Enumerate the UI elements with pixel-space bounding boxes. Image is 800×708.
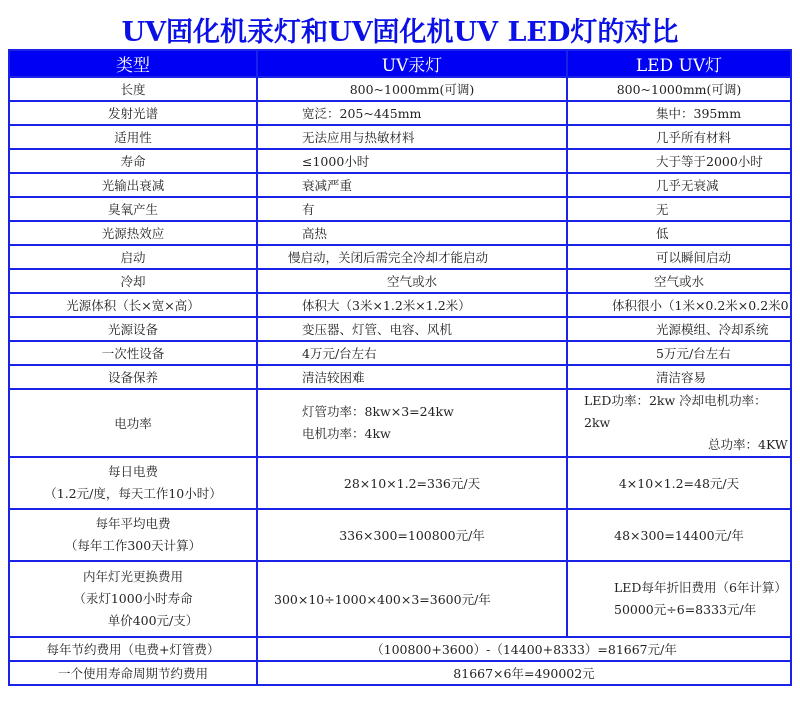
led-cell: 几乎无衰减 xyxy=(567,173,791,197)
table-row-power xyxy=(9,389,791,457)
row-label: 内年灯光更换费用 xyxy=(82,569,183,584)
uv-cell: 4万元/台左右 xyxy=(257,341,567,365)
row-label: 寿命 xyxy=(9,149,257,173)
table-row xyxy=(9,173,791,197)
row-label: 光源体积（长×宽×高） xyxy=(9,293,257,317)
led-cell: 体积很小（1米×0.2米×0.2米0 xyxy=(567,293,791,317)
uv-cell: 300×10÷1000×400×3=3600元/年 xyxy=(257,561,567,637)
saving-value: （100800+3600）-（14400+8333）=81667元/年 xyxy=(257,637,791,661)
uv-cell: 清洁较困难 xyxy=(257,365,567,389)
row-label: 一个使用寿命周期节约费用 xyxy=(9,661,257,685)
uv-cell: 无法应用与热敏材料 xyxy=(257,125,567,149)
row-sublabel: 单价400元/支） xyxy=(107,613,199,628)
led-cell: 低 xyxy=(567,221,791,245)
row-sublabel: （汞灯1000小时寿命 xyxy=(73,591,193,606)
uv-cell: 有 xyxy=(257,197,567,221)
led-cell: 清洁容易 xyxy=(567,365,791,389)
led-line: 总功率：4KW xyxy=(708,437,788,452)
uv-cell: 高热 xyxy=(257,221,567,245)
table-row xyxy=(9,269,791,293)
row-label: 一次性设备 xyxy=(9,341,257,365)
row-label: 光输出衰减 xyxy=(9,173,257,197)
uv-line: 灯管功率：8kw×3=24kw xyxy=(302,404,454,419)
led-cell: 无 xyxy=(567,197,791,221)
led-line: LED每年折旧费用（6年计算） xyxy=(614,580,787,595)
comparison-table xyxy=(8,49,792,686)
table-row xyxy=(9,149,791,173)
row-sublabel: （1.2元/度，每天工作10小时） xyxy=(44,486,222,501)
uv-cell: 宽泛：205~445mm xyxy=(257,101,567,125)
led-cell: 空气或水 xyxy=(567,269,791,293)
table-row xyxy=(9,101,791,125)
led-cell: 可以瞬间启动 xyxy=(567,245,791,269)
led-cell: 48×300=14400元/年 xyxy=(567,509,791,561)
row-label: 发射光谱 xyxy=(9,101,257,125)
uv-cell: 28×10×1.2=336元/天 xyxy=(257,457,567,509)
table-row xyxy=(9,125,791,149)
table-row-daily xyxy=(9,457,791,509)
lifetime-value: 81667×6年=490002元 xyxy=(257,661,791,685)
row-label: 每年节约费用（电费+灯管费） xyxy=(9,637,257,661)
table-row xyxy=(9,341,791,365)
led-line: LED功率：2kw 冷却电机功率：2kw xyxy=(584,393,767,430)
table-row xyxy=(9,245,791,269)
row-label: 光源设备 xyxy=(9,317,257,341)
uv-cell: 衰减严重 xyxy=(257,173,567,197)
page-title: UV固化机汞灯和UV固化机UV LED灯的对比 xyxy=(121,17,679,48)
table-row-yearly xyxy=(9,509,791,561)
row-label: 光源热效应 xyxy=(9,221,257,245)
table-row xyxy=(9,365,791,389)
led-cell: 集中：395mm xyxy=(567,101,791,125)
header-uv: UV汞灯 xyxy=(257,50,567,77)
row-label: 电功率 xyxy=(9,389,257,457)
row-label: 冷却 xyxy=(9,269,257,293)
row-label: 每日电费 xyxy=(107,464,158,479)
table-row xyxy=(9,293,791,317)
header-type: 类型 xyxy=(9,50,257,77)
led-cell: 光源模组、冷却系统 xyxy=(567,317,791,341)
led-cell: 4×10×1.2=48元/天 xyxy=(567,457,791,509)
uv-cell: 800~1000mm(可调) xyxy=(257,77,567,101)
row-label: 每年平均电费 xyxy=(95,516,171,531)
row-label: 设备保养 xyxy=(9,365,257,389)
uv-cell: 慢启动，关闭后需完全冷却才能启动 xyxy=(257,245,567,269)
header-led: LED UV灯 xyxy=(567,50,791,77)
led-line: 50000元÷6=8333元/年 xyxy=(614,602,757,617)
row-label: 适用性 xyxy=(9,125,257,149)
table-row xyxy=(9,317,791,341)
led-cell: 大于等于2000小时 xyxy=(567,149,791,173)
uv-cell: 336×300=100800元/年 xyxy=(257,509,567,561)
table-row-saving xyxy=(9,637,791,661)
row-sublabel: （每年工作300天计算） xyxy=(64,538,202,553)
row-label: 长度 xyxy=(9,77,257,101)
row-label: 启动 xyxy=(9,245,257,269)
uv-cell: 变压器、灯管、电容、风机 xyxy=(257,317,567,341)
led-cell: 800~1000mm(可调) xyxy=(567,77,791,101)
table-header xyxy=(9,50,791,77)
table-row xyxy=(9,221,791,245)
row-label: 臭氧产生 xyxy=(9,197,257,221)
table-row xyxy=(9,77,791,101)
table-row-lifetime xyxy=(9,661,791,685)
led-cell: 几乎所有材料 xyxy=(567,125,791,149)
uv-line: 电机功率：4kw xyxy=(302,426,391,441)
uv-cell: 体积大（3米×1.2米×1.2米） xyxy=(257,293,567,317)
uv-cell: ≤1000小时 xyxy=(257,149,567,173)
table-row xyxy=(9,197,791,221)
table-row-replace xyxy=(9,561,791,637)
uv-cell: 空气或水 xyxy=(257,269,567,293)
led-cell: 5万元/台左右 xyxy=(567,341,791,365)
